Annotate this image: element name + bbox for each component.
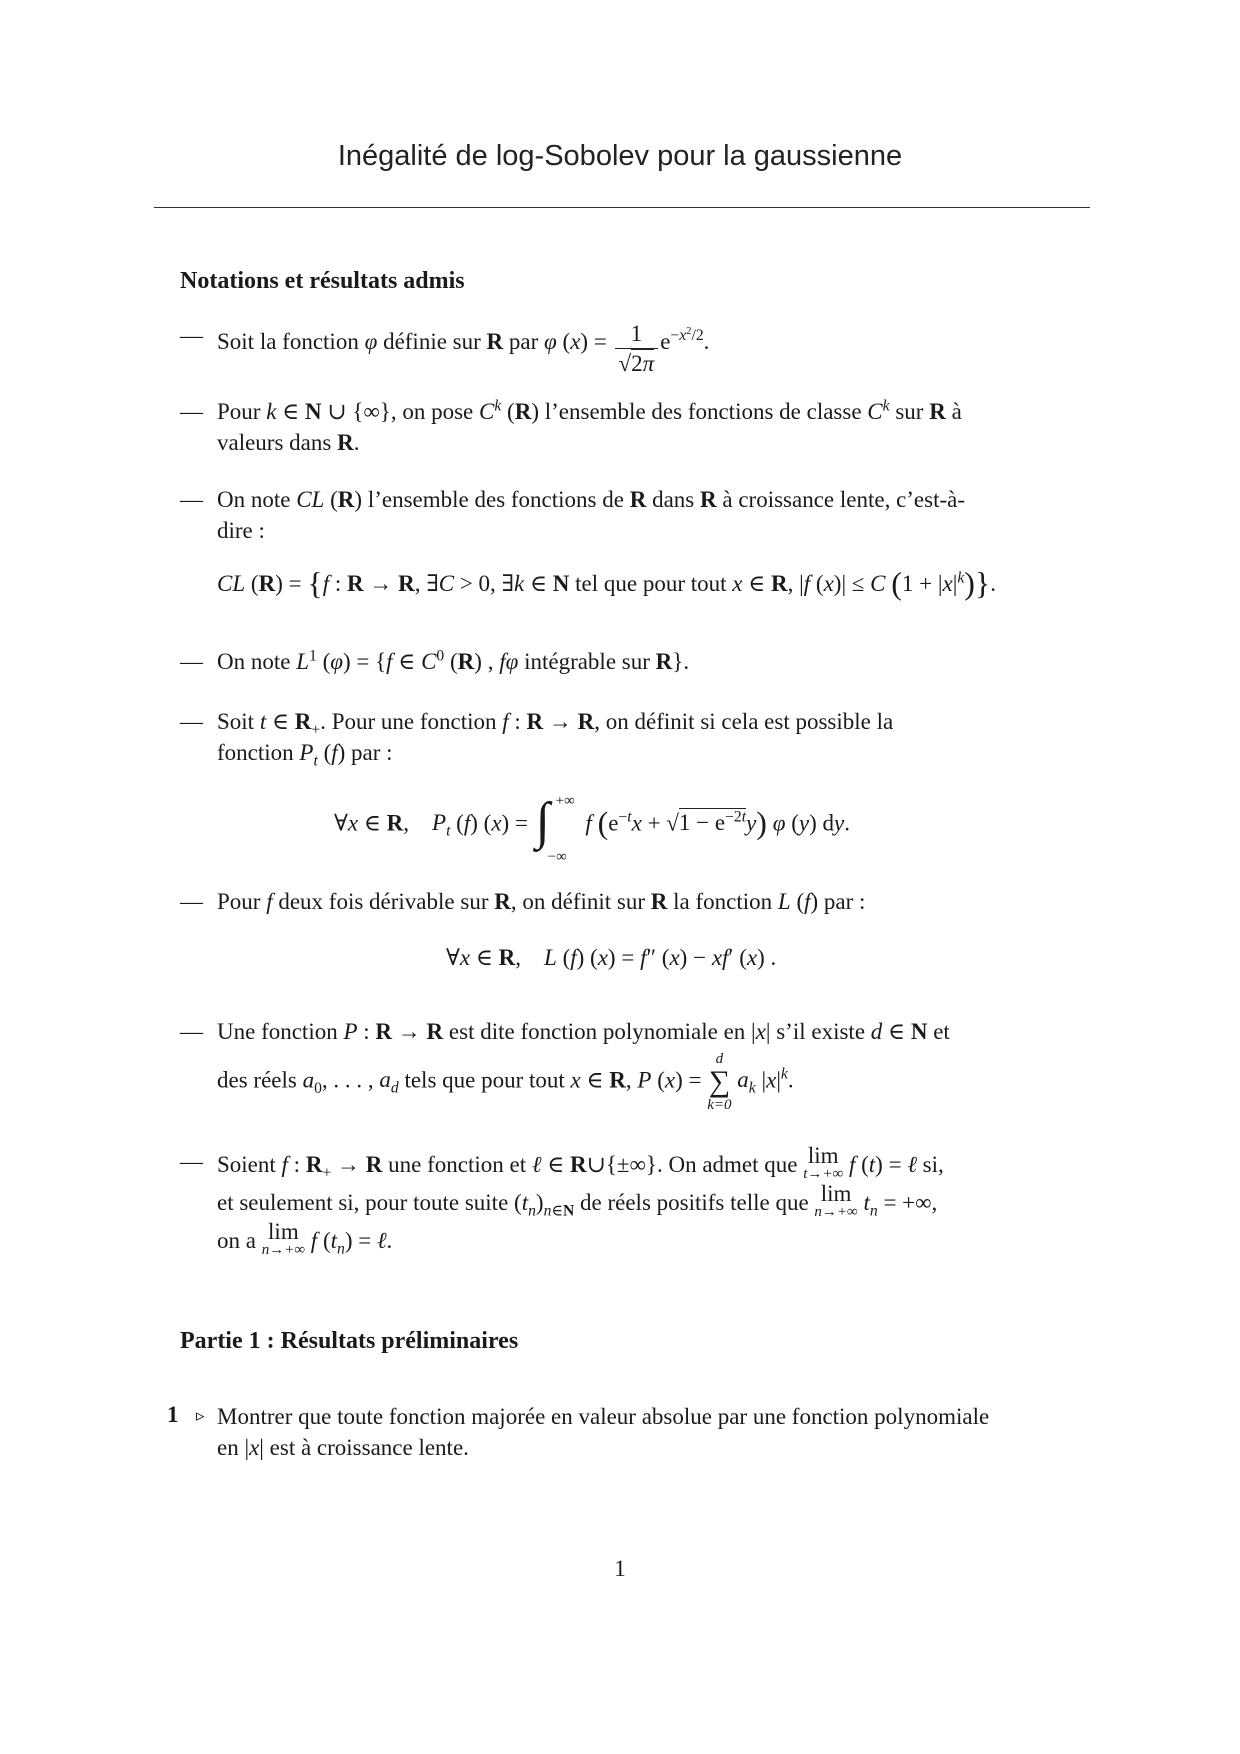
document-title: Inégalité de log-Sobolev pour la gaussienne	[337, 140, 903, 172]
text: dire :	[217, 518, 265, 543]
notation-item-limit: — Soient f : $R_+ \to R$ une fonction et ℓ ∈ R∪{±∞}. On admet que lim t→+∞ f (t) = ℓ si, et seulement si, pour toute suite $(t_n)_{n\in N}$ de réels positifs telle que lim n→+∞ $t_n$ = +∞, on a lim n→+∞ f $(t_n)$ = ℓ.	[180, 1143, 944, 1258]
text: tels que pour tout	[404, 1067, 565, 1093]
notation-item-ck: — Pour k ∈ N ∪ {∞}, on pose $C^k$ (R) l’ensemble des fonctions de classe $C^k$ sur R à valeurs dans R.	[180, 397, 962, 455]
text: tel que pour tout	[575, 571, 727, 596]
section-heading-notations: Notations et résultats admis	[180, 268, 465, 294]
formula-pt-definition: ∀x ∈ R, $P_t$ (f) (x) = ∫ +∞ −∞ f $(e^{-t}x + √1 - e^{-2t}y)$ φ (y) dy.	[334, 793, 850, 865]
bullet-dash: —	[180, 323, 203, 348]
text: Montrer que toute fonction majorée en valeur absolue par une fonction polynomiale	[217, 1404, 990, 1429]
notation-item-cl: — On note CL (R) l’ensemble des fonctions de R dans R à croissance lente, c’est-à- dire :	[180, 484, 1090, 546]
text: par :	[823, 889, 866, 914]
bullet-dash: —	[180, 399, 203, 424]
text: valeurs dans	[217, 430, 332, 455]
text: Soient	[217, 1152, 276, 1177]
formula-l-definition: ∀x ∈ R, L (f) (x) = f″ (x) − xf′ (x) .	[446, 945, 777, 970]
notation-item-phi: — Soit la fonction φ définie sur R par φ (x) = $\frac{1}{√2\pi}$ $e^{-x^2/2}$.	[180, 321, 710, 376]
text: en	[217, 1435, 239, 1460]
title-rule	[154, 207, 1090, 208]
text: On note	[217, 487, 291, 512]
bullet-dash: —	[180, 1019, 203, 1044]
notation-item-pt: — Soit t ∈ $R_+$. Pour une fonction f : R → R, on définit si cela est possible la fonction $P_t$ (f) par :	[180, 706, 1090, 768]
text: s’il existe	[776, 1019, 866, 1044]
text: intégrable sur	[524, 649, 650, 674]
text: Soit la fonction	[217, 329, 359, 354]
text: fonction	[217, 740, 294, 765]
text: . On admet que	[656, 1152, 798, 1177]
text: l’ensemble des fonctions de classe	[544, 399, 862, 424]
text: On note	[217, 649, 291, 674]
bullet-dash: —	[180, 649, 203, 674]
question-number: 1	[167, 1402, 179, 1427]
text: à croissance lente, c’est-à-	[722, 487, 966, 512]
text: l’ensemble des fonctions de	[367, 487, 624, 512]
bullet-dash: —	[180, 1149, 203, 1174]
text: de réels positifs telle que	[580, 1190, 809, 1215]
text: dans	[652, 487, 695, 512]
question-marker: ▹	[196, 1406, 205, 1425]
text: et	[933, 1019, 950, 1044]
text: définie sur	[383, 329, 481, 354]
bullet-dash: —	[180, 709, 203, 734]
text: si,	[922, 1152, 944, 1177]
text: . Pour une fonction	[320, 709, 497, 734]
text: Pour	[217, 889, 261, 914]
text: deux fois dérivable sur	[278, 889, 489, 914]
text: à	[951, 399, 962, 424]
text: est à croissance lente.	[269, 1435, 469, 1460]
text: sur	[895, 399, 924, 424]
formula-cl-definition: CL (R) = {f : R → R, ∃C > 0, ∃k ∈ N tel que pour tout x ∈ R, |f (x)| ≤ C $(1 + |x|^k)$}.	[217, 565, 997, 601]
page-number: 1	[614, 1556, 626, 1581]
question-1-text: Montrer que toute fonction majorée en valeur absolue par une fonction polynomiale en |x| est à croissance lente.	[217, 1404, 990, 1460]
text: , on définit si cela est possible la	[594, 709, 894, 734]
text: Une fonction	[217, 1019, 338, 1044]
text: , on pose	[390, 399, 474, 424]
text: la fonction	[673, 889, 773, 914]
text: Soit	[217, 709, 255, 734]
notation-item-polynomial: — Une fonction P : R → R est dite fonction polynomiale en |x| s’il existe d ∈ N et	[180, 1016, 1090, 1047]
text: une fonction et	[388, 1152, 527, 1177]
text: par :	[351, 740, 393, 765]
bullet-dash: —	[180, 487, 203, 512]
text: et seulement si, pour toute suite	[217, 1190, 509, 1215]
notation-item-l1: — On note $L^1$ (φ) = {f ∈ $C^0$ (R) , fφ intégrable sur R}.	[180, 646, 1090, 677]
text: des réels	[217, 1067, 297, 1093]
text: Pour	[217, 399, 261, 424]
bullet-dash: —	[180, 889, 203, 914]
text: est dite fonction polynomiale en	[448, 1019, 746, 1044]
text: on a	[217, 1228, 256, 1253]
notation-item-polynomial-line2: des réels $a_0$, . . . , $a_d$ tels que pour tout x ∈ R, P (x) = d ∑ k=0 $a_k$ $|x|^k$.	[217, 1051, 794, 1113]
notation-item-l: — Pour f deux fois dérivable sur R, on définit sur R la fonction L (f) par :	[180, 886, 1090, 917]
text: par	[508, 329, 539, 354]
text: , on définit sur	[510, 889, 646, 914]
section-heading-part1: Partie 1 : Résultats préliminaires	[180, 1328, 519, 1354]
